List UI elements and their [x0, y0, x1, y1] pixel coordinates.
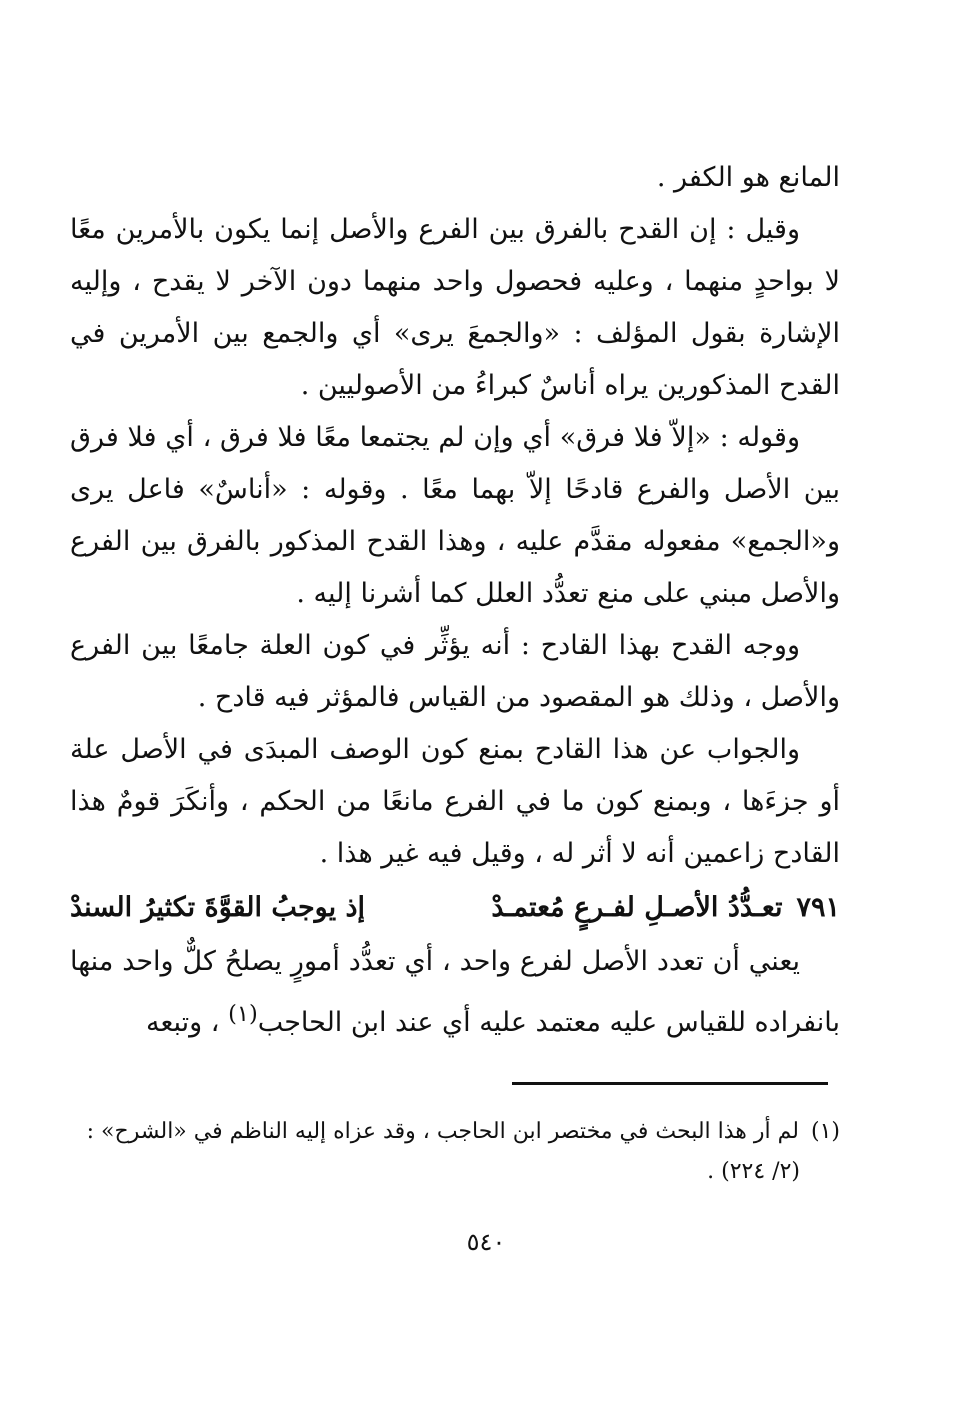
paragraph-5: والجواب عن هذا القادح بمنع كون الوصف المبدَى في الأصل علة أو جزءَها ، وبمنع كون ما في الفرع مانعًا من الحكم ، وأنكَرَ قومٌ هذا القادح زاعمين أنه لا أثر له ، وقيل فيه غير هذا .: [70, 734, 840, 869]
verse-hemistich-2: إذ يوجبُ القوَّةَ تكثيرُ السندْ: [70, 892, 366, 923]
verse-line: [70, 880, 840, 936]
paragraph-6-tail: ، وتبعه: [145, 1007, 229, 1038]
paragraph-6-text: يعني أن تعدد الأصل لفرع واحد ، أي تعدُّد أمورٍ يصلحُ كلٌّ واحد منها بانفراده للقياس عليه معتمد عليه أي عند ابن الحاجب: [70, 946, 840, 1038]
page-number: ٥٤٠: [466, 1228, 506, 1256]
footnote: [70, 1112, 840, 1192]
paragraph-3: وقوله : «إلاّ فلا فرق» أي وإن لم يجتمعا معًا فلا فرق ، أي فلا فرق بين الأصل والفرع قادحًا إلاّ بهما معًا . وقوله : «أناسٌ» فاعل يرى و«الجمع» مفعوله مقدَّم عليه ، وهذا القدح المذكور بالفرق بين الفرع والأصل مبني على منع تعدُّد العلل كما أشرنا إليه .: [70, 422, 840, 609]
footnote-text: لم أر هذا البحث في مختصر ابن الحاجب ، وقد عزاه إليه الناظم في «الشرح» :: [86, 1119, 799, 1144]
footnote-reference[interactable]: (١): [228, 1001, 258, 1027]
paragraph-1: المانع هو الكفر .: [656, 162, 840, 193]
footnote-mark: (١): [810, 1119, 840, 1144]
footnote-separator: [512, 1082, 828, 1085]
footnote-line-2: (٢/ ٢٢٤) .: [707, 1159, 800, 1184]
paragraph-6: [70, 936, 840, 1049]
footnote-line-1: [70, 1112, 840, 1152]
verse-hemistich-1: تعـدُّدُ الأصـلِ لفـرعٍ مُعتمـدْ: [491, 892, 783, 923]
paragraph-4: ووجه القدح بهذا القادح : أنه يؤثِّر في كون العلة جامعًا بين الفرع والأصل ، وذلك هو المقصود من القياس فالمؤثر فيه قادح .: [70, 630, 840, 713]
paragraph-2: وقيل : إن القدح بالفرق بين الفرع والأصل إنما يكون بالأمرين معًا لا بواحدٍ منهما ، وعليه فحصول واحد منهما دون الآخر لا يقدح ، وإليه الإشارة بقول المؤلف : «والجمعَ يرى» أي والجمع بين الأمرين في القدح المذكورين يراه أناسٌ كبراءُ من الأصوليين .: [70, 214, 840, 401]
main-text: [70, 152, 840, 1049]
verse-number: ٧٩١: [796, 892, 840, 923]
